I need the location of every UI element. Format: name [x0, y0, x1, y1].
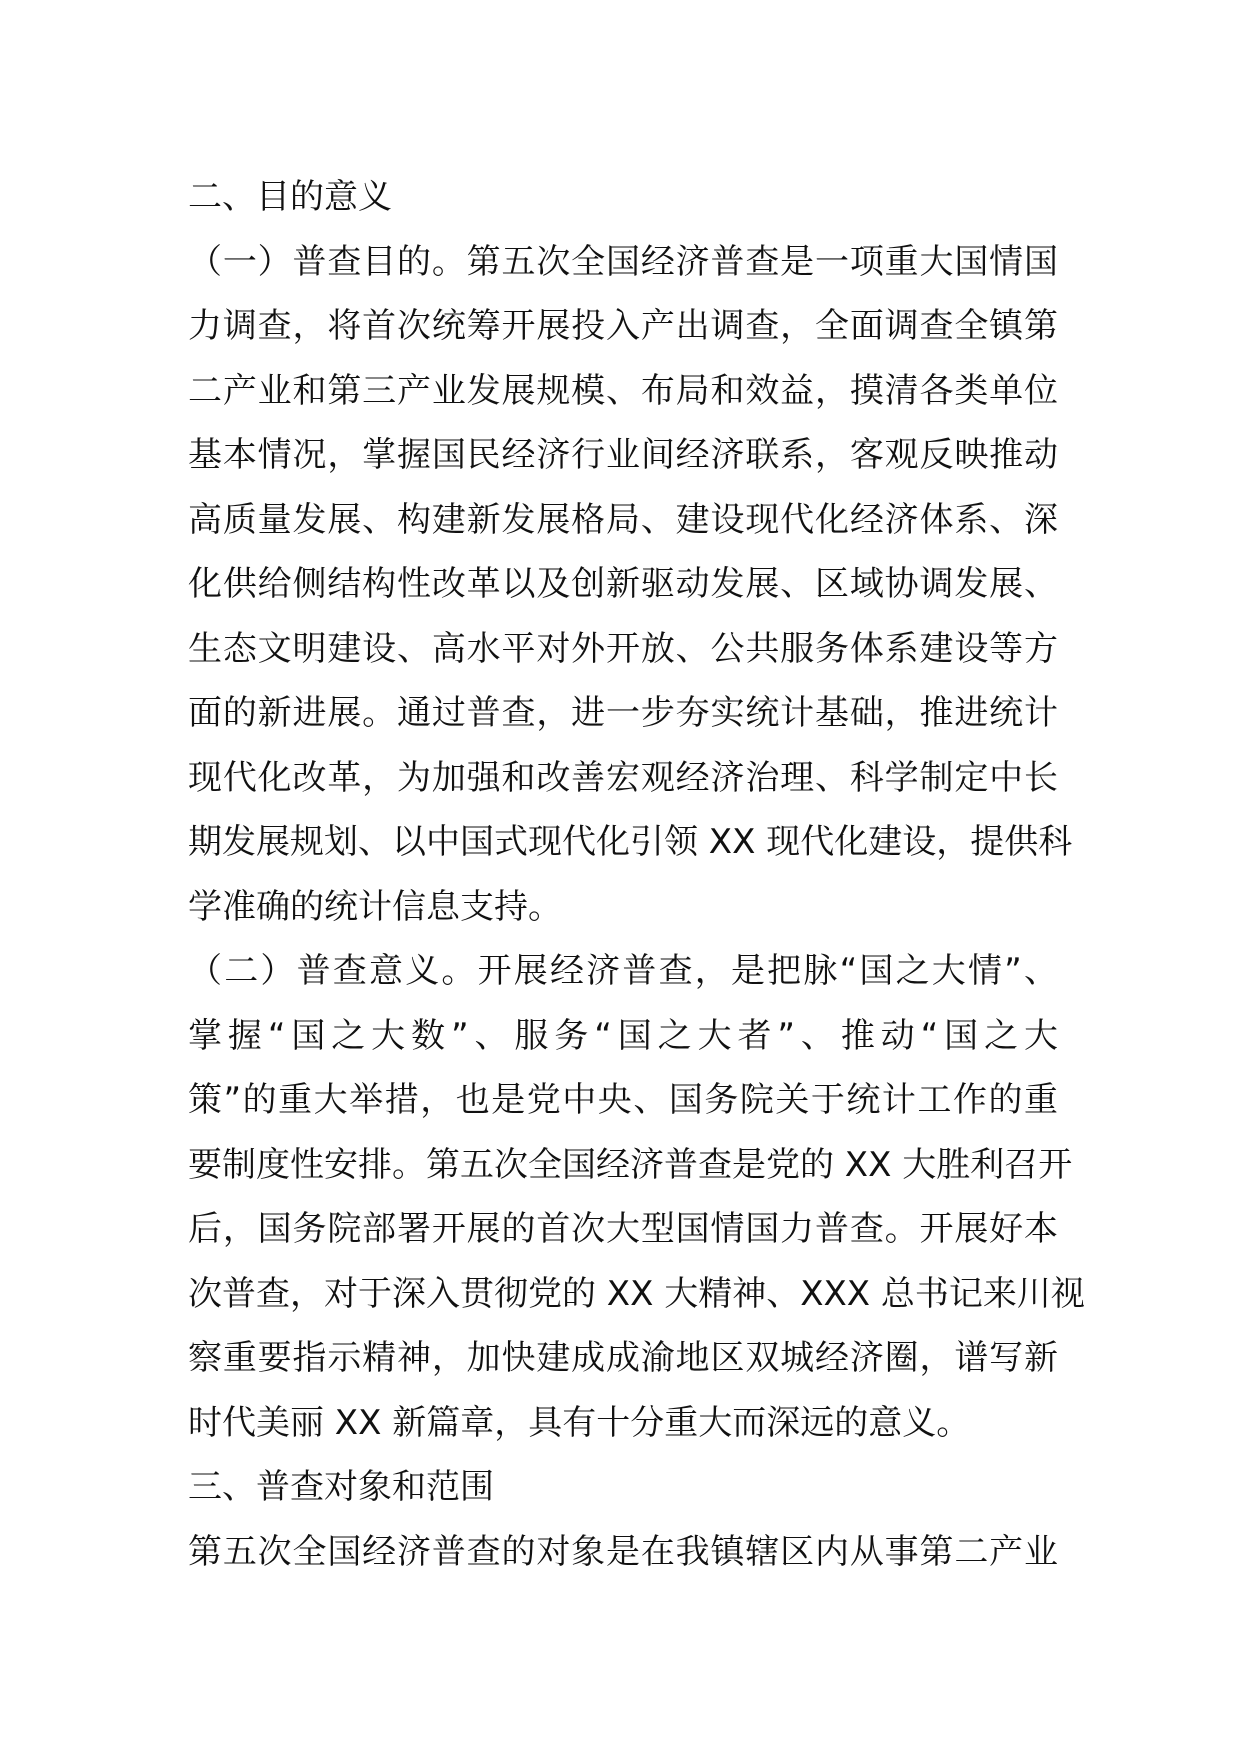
- paragraph-line: 期发展规划、以中国式现代化引领 XX 现代化建设，提供科: [188, 822, 1073, 862]
- section-heading-scope: 三、普查对象和范围: [188, 1467, 494, 1507]
- section-heading-purpose: 二、目的意义: [188, 177, 392, 217]
- paragraph-line: （二）普查意义。开展经济普查，是把脉“国之大情”、: [188, 951, 1058, 991]
- paragraph-line: 掌握“国之大数”、服务“国之大者”、推动“国之大: [188, 1015, 1058, 1056]
- paragraph-line: 第五次全国经济普查的对象是在我镇辖区内从事第二产业: [188, 1531, 1058, 1572]
- paragraph-line: 面的新进展。通过普查，进一步夯实统计基础，推进统计: [188, 693, 1058, 733]
- paragraph-line: 时代美丽 XX 新篇章，具有十分重大而深远的意义。: [188, 1402, 971, 1443]
- paragraph-line: 化供给侧结构性改革以及创新驱动发展、区域协调发展、: [188, 564, 1058, 604]
- paragraph-line: 后，国务院部署开展的首次大型国情国力普查。开展好本: [188, 1209, 1058, 1249]
- paragraph-line: 二产业和第三产业发展规模、布局和效益，摸清各类单位: [188, 370, 1058, 411]
- paragraph-line: 基本情况，掌握国民经济行业间经济联系，客观反映推动: [188, 435, 1058, 475]
- document-body: [188, 165, 1085, 1584]
- paragraph-line: 要制度性安排。第五次全国经济普查是党的 XX 大胜利召开: [188, 1144, 1073, 1185]
- paragraph-line: 生态文明建设、高水平对外开放、公共服务体系建设等方: [188, 628, 1058, 669]
- paragraph-line: 察重要指示精神，加快建成成渝地区双城经济圈，谱写新: [188, 1338, 1058, 1378]
- paragraph-line: 学准确的统计信息支持。: [188, 886, 562, 927]
- paragraph-line: 高质量发展、构建新发展格局、建设现代化经济体系、深: [188, 499, 1058, 540]
- paragraph-line: 次普查，对于深入贯彻党的 XX 大精神、XXX 总书记来川视: [188, 1273, 1085, 1314]
- paragraph-line: 力调查，将首次统筹开展投入产出调查，全面调查全镇第: [188, 306, 1058, 346]
- paragraph-line: （一）普查目的。第五次全国经济普查是一项重大国情国: [188, 241, 1058, 282]
- paragraph-line: 策”的重大举措，也是党中央、国务院关于统计工作的重: [188, 1080, 1058, 1120]
- paragraph-line: 现代化改革，为加强和改善宏观经济治理、科学制定中长: [188, 757, 1058, 798]
